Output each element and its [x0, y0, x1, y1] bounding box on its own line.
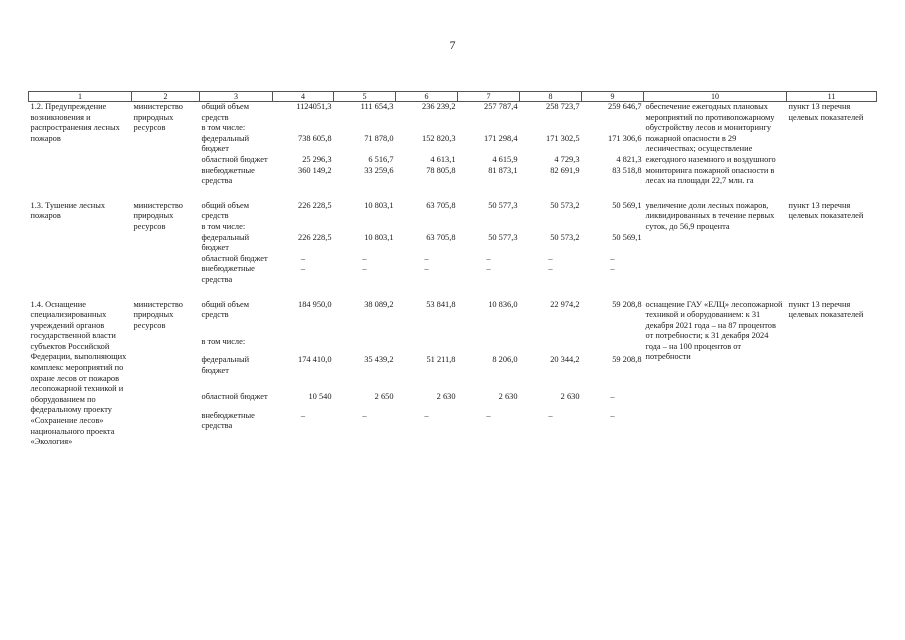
funding-source: в том числе:	[201, 221, 246, 231]
table-body	[29, 102, 877, 448]
funding-value: –	[610, 392, 615, 402]
funding-source: внебюджетные средства	[201, 165, 255, 186]
funding-value	[334, 222, 396, 233]
funding-value: –	[610, 264, 615, 274]
funding-value: –	[362, 264, 367, 274]
funding-value	[582, 337, 644, 356]
funding-value: 83 518,8	[612, 165, 642, 175]
funding-value	[582, 123, 644, 134]
funding-value: 171 298,4	[484, 133, 518, 143]
measure-title: 1.3. Тушение лесных пожаров	[30, 200, 106, 221]
funding-value: 50 569,1	[612, 232, 642, 242]
funding-value: –	[300, 253, 306, 263]
funding-value: –	[424, 264, 429, 274]
expected-result: обеспечение ежегодных плановых мероприятий по противопожарному обустройству лесов и мониторингу пожарной опасности в 29 лесничествах; осуществление ежегодного наземного и воздушного мониторинга пожарной опасности в лесах на площади 22,7 млн. га	[645, 102, 776, 186]
funding-value: 25 296,3	[302, 154, 332, 164]
funding-value	[458, 337, 520, 356]
column-number-row	[29, 92, 877, 102]
funding-value: –	[486, 410, 491, 420]
funding-source: федеральный бюджет	[201, 133, 250, 154]
measures-table	[28, 91, 877, 448]
funding-value	[458, 123, 520, 134]
funding-value	[520, 337, 582, 356]
funding-value: –	[548, 264, 553, 274]
funding-value: 50 573,2	[550, 232, 580, 242]
funding-source: общий объем средств	[201, 102, 250, 122]
column-number: 3	[200, 92, 273, 102]
funding-source: федеральный бюджет	[201, 355, 250, 375]
funding-value: –	[548, 253, 553, 263]
funding-value	[334, 337, 396, 356]
funding-value: 6 516,7	[368, 154, 394, 164]
executor: министерство природных ресурсов	[133, 102, 183, 133]
column-number: 4	[273, 92, 334, 102]
funding-value: 171 306,6	[608, 133, 642, 143]
funding-value: 171 302,5	[546, 133, 580, 143]
funding-value: –	[610, 253, 615, 263]
funding-value: 152 820,3	[422, 133, 456, 143]
funding-source: общий объем средств	[201, 200, 250, 221]
funding-value	[396, 337, 458, 356]
funding-value: 53 841,8	[426, 299, 456, 309]
funding-value: 20 344,2	[550, 355, 580, 365]
funding-value	[273, 337, 334, 356]
funding-value: 226 228,5	[298, 232, 332, 242]
funding-source: областной бюджет	[201, 392, 268, 402]
funding-value: 226 228,5	[298, 200, 332, 210]
funding-value: 8 206,0	[492, 355, 518, 365]
funding-value	[273, 222, 334, 233]
funding-value: 259 646,7	[608, 102, 642, 111]
funding-value: 2 630	[436, 392, 456, 402]
funding-value: –	[486, 264, 491, 274]
column-number: 1	[29, 92, 132, 102]
funding-value: 51 211,8	[426, 355, 456, 365]
funding-source: в том числе:	[201, 123, 246, 133]
funding-value: 35 439,2	[364, 355, 394, 365]
funding-value: 63 705,8	[426, 232, 456, 242]
funding-source: федеральный бюджет	[201, 232, 250, 253]
funding-value: 111 654,3	[360, 102, 394, 111]
executor: министерство природных ресурсов	[133, 200, 183, 231]
funding-value: 50 573,2	[550, 200, 580, 210]
section-spacer	[29, 286, 877, 300]
target-indicator: пункт 13 перечня целевых показателей	[788, 200, 864, 221]
funding-value: 10 836,0	[488, 299, 518, 309]
column-number: 11	[787, 92, 877, 102]
expected-result: увеличение доли лесных пожаров, ликвидированных в течение первых суток, до 56,9 процента	[645, 200, 775, 231]
funding-value	[396, 222, 458, 233]
measure-title: 1.2. Предупреждение возникновения и распространения лесных пожаров	[30, 102, 120, 143]
funding-value: 71 878,0	[364, 133, 394, 143]
funding-value: 59 208,8	[612, 355, 642, 365]
page-number: 7	[449, 38, 456, 52]
funding-source: областной бюджет	[201, 253, 268, 263]
funding-value: 738 605,8	[298, 133, 332, 143]
funding-value: 4 821,3	[616, 154, 642, 164]
table-row	[29, 102, 877, 124]
funding-value: –	[424, 410, 429, 420]
funding-value: 33 259,6	[364, 165, 394, 175]
funding-value: 38 089,2	[364, 299, 394, 309]
spacer-cell	[29, 187, 877, 201]
table-row	[29, 300, 877, 337]
funding-source: внебюджетные средства	[201, 410, 255, 431]
funding-value: 4 729,3	[554, 154, 580, 164]
column-number: 9	[582, 92, 644, 102]
expected-result: оснащение ГАУ «ЕЛЦ» лесопожарной техникой и оборудованием: к 31 декабря 2021 года – на 87 процентов от потребности; к 31 декабря 2024 года – на 100 процентов от потребности	[645, 299, 783, 362]
funding-source: в том числе:	[201, 336, 246, 346]
column-number: 2	[132, 92, 200, 102]
funding-value: 10 803,1	[364, 200, 394, 210]
funding-value: 2 650	[374, 392, 394, 402]
funding-value: –	[300, 410, 306, 420]
measure-title: 1.4. Оснащение специализированных учреждений органов государственной власти субъектов Российской Федерации, выполняющих комплекс мероприятий по охране лесов от пожаров лесопожарной техникой и оборудованием по федеральному проекту «Сохранение лесов» национального проекта «Экология»	[30, 299, 127, 447]
funding-value: 10 540	[308, 392, 332, 402]
funding-value: 174 410,0	[298, 355, 332, 365]
funding-value: 4 613,1	[430, 154, 456, 164]
funding-value: 258 723,7	[546, 102, 580, 111]
funding-source: областной бюджет	[201, 154, 268, 164]
funding-value: 50 577,3	[488, 200, 518, 210]
target-indicator: пункт 13 перечня целевых показателей	[788, 102, 864, 122]
funding-value: 236 239,2	[422, 102, 456, 111]
column-number: 5	[334, 92, 396, 102]
funding-value: 50 577,3	[488, 232, 518, 242]
funding-value: –	[610, 410, 615, 420]
funding-value: 2 630	[498, 392, 518, 402]
funding-source: общий объем средств	[201, 299, 250, 320]
spacer-cell	[29, 286, 877, 300]
column-number: 7	[458, 92, 520, 102]
funding-value: 2 630	[560, 392, 580, 402]
funding-value: 4 615,9	[492, 154, 518, 164]
funding-value	[334, 123, 396, 134]
funding-source: внебюджетные средства	[201, 264, 255, 284]
funding-value	[458, 222, 520, 233]
funding-value: 78 805,8	[426, 165, 456, 175]
section-spacer	[29, 187, 877, 201]
funding-value	[520, 123, 582, 134]
funding-value: –	[486, 253, 491, 263]
column-number: 6	[396, 92, 458, 102]
funding-value: –	[424, 253, 429, 263]
funding-value: 184 950,0	[298, 299, 332, 309]
funding-value: 10 803,1	[364, 232, 394, 242]
funding-value: –	[362, 253, 367, 263]
executor: министерство природных ресурсов	[133, 299, 183, 330]
column-number: 10	[644, 92, 787, 102]
funding-value: –	[362, 410, 367, 420]
funding-value: 22 974,2	[550, 299, 580, 309]
funding-value	[582, 222, 644, 233]
funding-value: 63 705,8	[426, 200, 456, 210]
funding-value	[396, 123, 458, 134]
funding-value: –	[300, 264, 306, 274]
table-row	[29, 201, 877, 222]
funding-value: 50 569,1	[612, 200, 642, 210]
funding-value	[520, 222, 582, 233]
target-indicator: пункт 13 перечня целевых показателей	[788, 299, 864, 320]
funding-value: –	[548, 410, 553, 420]
funding-value	[273, 123, 334, 134]
funding-value: 81 873,1	[488, 165, 518, 175]
column-number: 8	[520, 92, 582, 102]
funding-value: 59 208,8	[612, 299, 642, 309]
funding-value: 1124051,3	[296, 102, 332, 111]
funding-value: 257 787,4	[484, 102, 518, 111]
funding-value: 82 691,9	[550, 165, 580, 175]
funding-value: 360 149,2	[298, 165, 332, 175]
